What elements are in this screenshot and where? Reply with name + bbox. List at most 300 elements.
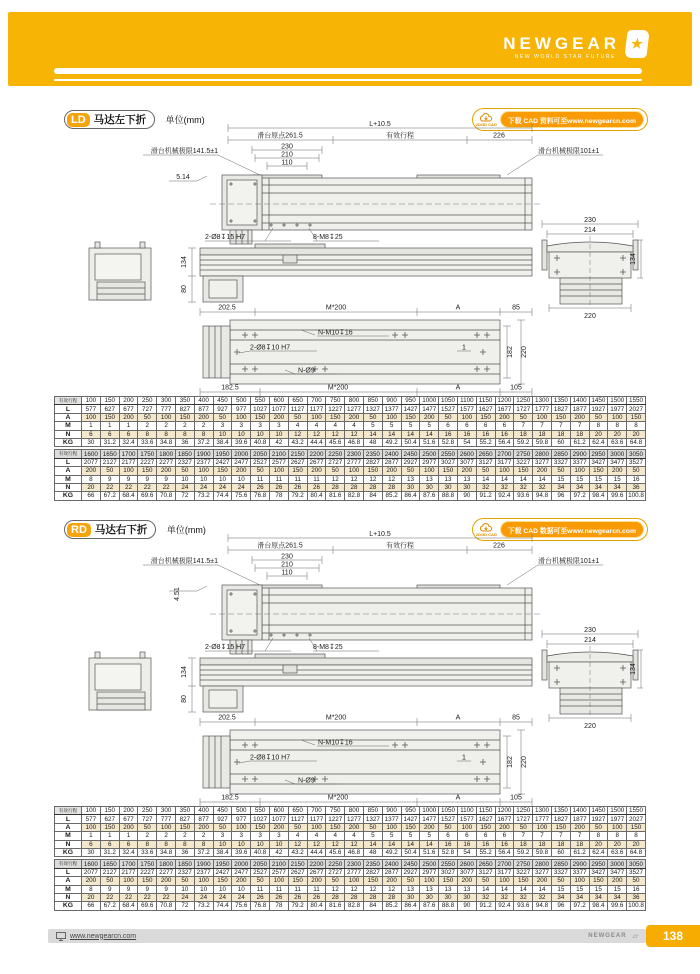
value-cell: 1 bbox=[82, 422, 101, 430]
value-cell: 200 bbox=[157, 467, 176, 475]
value-cell: 10 bbox=[175, 475, 194, 483]
value-cell: 50 bbox=[100, 877, 119, 885]
value-cell: 977 bbox=[232, 815, 251, 823]
value-cell: 777 bbox=[157, 815, 176, 823]
value-cell: 2727 bbox=[326, 458, 345, 466]
cad-icon-label: 2D/3D CAD bbox=[475, 531, 497, 537]
value-cell: 16 bbox=[439, 840, 458, 848]
stroke-header-cell: 400 bbox=[194, 807, 213, 815]
value-cell: 54 bbox=[457, 438, 476, 446]
value-cell: 2227 bbox=[138, 868, 157, 876]
end-w-inner-label: 214 bbox=[584, 637, 596, 644]
value-cell: 1927 bbox=[589, 405, 608, 413]
value-cell: 50 bbox=[288, 823, 307, 831]
stroke-header-cell: 2600 bbox=[457, 860, 476, 868]
value-cell: 14 bbox=[420, 430, 439, 438]
stroke-header-cell: 2400 bbox=[382, 450, 401, 458]
value-cell: 39.6 bbox=[232, 438, 251, 446]
value-cell: 2877 bbox=[382, 458, 401, 466]
value-cell: 150 bbox=[627, 823, 646, 831]
stroke-header-cell: 1000 bbox=[420, 807, 439, 815]
value-cell: 2077 bbox=[82, 458, 101, 466]
value-cell: 15 bbox=[608, 885, 627, 893]
value-cell: 100 bbox=[533, 413, 552, 421]
end-view bbox=[542, 646, 638, 716]
value-cell: 6 bbox=[100, 430, 119, 438]
value-cell: 59.8 bbox=[533, 438, 552, 446]
value-cell: 200 bbox=[345, 823, 364, 831]
value-cell: 2777 bbox=[345, 868, 364, 876]
value-cell: 50 bbox=[175, 467, 194, 475]
value-cell: 2027 bbox=[627, 405, 646, 413]
value-cell: 1677 bbox=[495, 405, 514, 413]
value-cell: 927 bbox=[213, 815, 232, 823]
stroke-header-cell: 2300 bbox=[345, 860, 364, 868]
value-cell: 98.4 bbox=[589, 902, 608, 910]
value-cell: 14 bbox=[382, 840, 401, 848]
value-cell: 28 bbox=[345, 483, 364, 491]
stroke-header-cell: 1400 bbox=[570, 397, 589, 405]
row-label-cell: N bbox=[55, 840, 82, 848]
value-cell: 78 bbox=[269, 492, 288, 500]
value-cell: 150 bbox=[213, 467, 232, 475]
value-cell: 49.2 bbox=[382, 848, 401, 856]
dim-overall-label: L+10.5 bbox=[369, 121, 391, 128]
stroke-header-cell: 2450 bbox=[401, 860, 420, 868]
bot-holes-c-label: N-Ø9 bbox=[298, 367, 315, 375]
stroke-header-cell: 1550 bbox=[627, 807, 646, 815]
value-cell: 50 bbox=[251, 877, 270, 885]
value-cell: 4 bbox=[288, 422, 307, 430]
value-cell: 3027 bbox=[439, 868, 458, 876]
stroke-header-cell: 500 bbox=[232, 807, 251, 815]
value-cell: 1727 bbox=[514, 815, 533, 823]
value-cell: 34 bbox=[570, 483, 589, 491]
stroke-header-cell: 100 bbox=[82, 397, 101, 405]
bot-offset-label: 1 bbox=[462, 754, 466, 762]
value-cell: 28 bbox=[326, 893, 345, 901]
dim-origin-label: 滑台原点261.5 bbox=[257, 542, 303, 550]
value-cell: 3227 bbox=[514, 458, 533, 466]
page-number-tab: 138 bbox=[646, 925, 700, 947]
table-row bbox=[55, 877, 646, 885]
value-cell: 100 bbox=[495, 877, 514, 885]
value-cell: 62.4 bbox=[589, 848, 608, 856]
value-cell: 12 bbox=[382, 475, 401, 483]
value-cell: 50 bbox=[439, 823, 458, 831]
value-cell: 28 bbox=[345, 893, 364, 901]
value-cell: 2327 bbox=[175, 868, 194, 876]
value-cell: 1 bbox=[119, 832, 138, 840]
value-cell: 42 bbox=[269, 848, 288, 856]
stroke-header-cell: 2850 bbox=[551, 860, 570, 868]
value-cell: 1277 bbox=[345, 815, 364, 823]
value-cell: 677 bbox=[119, 405, 138, 413]
top-holes-b-label: 8-M8↧25 bbox=[313, 644, 343, 651]
value-cell: 64.8 bbox=[627, 438, 646, 446]
table-row bbox=[55, 405, 646, 413]
stroke-header-cell: 1850 bbox=[175, 450, 194, 458]
value-cell: 93.6 bbox=[514, 902, 533, 910]
stroke-header-cell: 450 bbox=[213, 397, 232, 405]
value-cell: 3077 bbox=[457, 868, 476, 876]
value-cell: 2827 bbox=[363, 868, 382, 876]
value-cell: 4 bbox=[345, 832, 364, 840]
value-cell: 60 bbox=[551, 848, 570, 856]
catalog-section bbox=[0, 514, 700, 924]
value-cell: 150 bbox=[100, 413, 119, 421]
value-cell: 16 bbox=[495, 840, 514, 848]
value-cell: 100 bbox=[119, 467, 138, 475]
value-cell: 2077 bbox=[82, 868, 101, 876]
section-code-badge: RD bbox=[67, 523, 91, 537]
stroke-header-cell: 2500 bbox=[420, 860, 439, 868]
stroke-header-stub: 有效行程 bbox=[55, 450, 82, 458]
value-cell: 1827 bbox=[551, 815, 570, 823]
value-cell: 2877 bbox=[382, 868, 401, 876]
stroke-header-cell: 1150 bbox=[476, 397, 495, 405]
value-cell: 10 bbox=[232, 475, 251, 483]
value-cell: 100 bbox=[307, 823, 326, 831]
value-cell: 100 bbox=[533, 823, 552, 831]
value-cell: 8 bbox=[608, 832, 627, 840]
value-cell: 11 bbox=[269, 885, 288, 893]
value-cell: 6 bbox=[457, 422, 476, 430]
page-header bbox=[8, 12, 692, 86]
value-cell: 1877 bbox=[570, 815, 589, 823]
row-label-cell: L bbox=[55, 815, 82, 823]
value-cell: 2 bbox=[175, 422, 194, 430]
value-cell: 30 bbox=[82, 438, 101, 446]
value-cell: 3 bbox=[213, 832, 232, 840]
value-cell: 61.2 bbox=[570, 438, 589, 446]
value-cell: 3127 bbox=[476, 868, 495, 876]
value-cell: 2227 bbox=[138, 458, 157, 466]
value-cell: 76.8 bbox=[251, 492, 270, 500]
value-cell: 12 bbox=[363, 885, 382, 893]
value-cell: 30 bbox=[420, 893, 439, 901]
value-cell: 50 bbox=[514, 413, 533, 421]
stroke-header-cell: 650 bbox=[288, 807, 307, 815]
value-cell: 22 bbox=[119, 483, 138, 491]
value-cell: 50 bbox=[251, 467, 270, 475]
stroke-table-1600-3050 bbox=[54, 449, 646, 500]
pitch-top-0: 202.5 bbox=[218, 304, 236, 312]
value-cell: 10 bbox=[269, 840, 288, 848]
value-cell: 1077 bbox=[269, 815, 288, 823]
value-cell: 12 bbox=[326, 430, 345, 438]
value-cell: 6 bbox=[476, 832, 495, 840]
value-cell: 24 bbox=[213, 483, 232, 491]
dim-stroke-label: 有效行程 bbox=[386, 132, 414, 140]
stroke-header-cell: 700 bbox=[307, 397, 326, 405]
value-cell: 16 bbox=[457, 840, 476, 848]
stroke-header-cell: 300 bbox=[157, 807, 176, 815]
row-label-cell: L bbox=[55, 405, 82, 413]
value-cell: 64.8 bbox=[627, 848, 646, 856]
value-cell: 84 bbox=[363, 492, 382, 500]
end-view bbox=[542, 236, 638, 306]
value-cell: 9 bbox=[100, 885, 119, 893]
stroke-header-cell: 250 bbox=[138, 397, 157, 405]
footer-logo-icon: ▱ bbox=[632, 933, 638, 940]
value-cell: 150 bbox=[476, 413, 495, 421]
value-cell: 7 bbox=[551, 422, 570, 430]
value-cell: 100 bbox=[157, 823, 176, 831]
value-cell: 79.2 bbox=[288, 492, 307, 500]
table-row bbox=[55, 413, 646, 421]
value-cell: 100 bbox=[457, 413, 476, 421]
plate-dim-label: 5.14 bbox=[176, 174, 190, 181]
value-cell: 577 bbox=[82, 815, 101, 823]
value-cell: 200 bbox=[194, 413, 213, 421]
stroke-header-cell: 2250 bbox=[326, 450, 345, 458]
value-cell: 4 bbox=[307, 832, 326, 840]
value-cell: 51.6 bbox=[420, 438, 439, 446]
value-cell: 38.4 bbox=[213, 438, 232, 446]
stroke-header-cell: 1650 bbox=[100, 860, 119, 868]
value-cell: 150 bbox=[589, 877, 608, 885]
value-cell: 3127 bbox=[476, 458, 495, 466]
value-cell: 43.2 bbox=[288, 848, 307, 856]
value-cell: 1777 bbox=[533, 405, 552, 413]
pitch-bottom-1: M*200 bbox=[327, 794, 349, 802]
value-cell: 4 bbox=[326, 832, 345, 840]
value-cell: 100 bbox=[570, 877, 589, 885]
value-cell: 2577 bbox=[269, 458, 288, 466]
bot-h1-label: 182 bbox=[507, 346, 514, 358]
value-cell: 3377 bbox=[570, 458, 589, 466]
value-cell: 32 bbox=[514, 893, 533, 901]
stroke-header-cell: 2800 bbox=[533, 450, 552, 458]
value-cell: 50 bbox=[551, 467, 570, 475]
stroke-header-cell: 1100 bbox=[457, 397, 476, 405]
value-cell: 61.2 bbox=[570, 848, 589, 856]
value-cell: 1227 bbox=[326, 405, 345, 413]
plate-dim-label: 4.51 bbox=[174, 587, 181, 601]
table-row bbox=[55, 467, 646, 475]
value-cell: 1 bbox=[100, 422, 119, 430]
value-cell: 56.4 bbox=[495, 848, 514, 856]
value-cell: 5 bbox=[401, 422, 420, 430]
value-cell: 22 bbox=[138, 893, 157, 901]
stroke-header-cell: 750 bbox=[326, 807, 345, 815]
value-cell: 2927 bbox=[401, 868, 420, 876]
stroke-header-cell: 2900 bbox=[570, 860, 589, 868]
cad-download-pill[interactable]: 下载 CAD 数据可至www.newgearcn.com bbox=[500, 521, 644, 538]
value-cell: 20 bbox=[589, 840, 608, 848]
value-cell: 31.2 bbox=[100, 438, 119, 446]
value-cell: 827 bbox=[175, 405, 194, 413]
stroke-header-stub: 有效行程 bbox=[55, 807, 82, 815]
stroke-header-cell: 550 bbox=[251, 807, 270, 815]
value-cell: 8 bbox=[589, 422, 608, 430]
dimension-tables bbox=[54, 806, 646, 913]
value-cell: 20 bbox=[608, 840, 627, 848]
value-cell: 24 bbox=[194, 483, 213, 491]
value-cell: 22 bbox=[157, 893, 176, 901]
value-cell: 51.6 bbox=[420, 848, 439, 856]
stroke-header-cell: 1050 bbox=[439, 397, 458, 405]
value-cell: 34.8 bbox=[157, 848, 176, 856]
value-cell: 33.6 bbox=[138, 438, 157, 446]
value-cell: 3177 bbox=[495, 868, 514, 876]
value-cell: 63.6 bbox=[608, 438, 627, 446]
brand-tagline: NEW WORLD STAR FUTURE bbox=[514, 54, 616, 60]
value-cell: 200 bbox=[495, 823, 514, 831]
value-cell: 14 bbox=[476, 475, 495, 483]
row-label-cell: KG bbox=[55, 902, 82, 910]
stroke-header-cell: 2100 bbox=[269, 860, 288, 868]
dimension-tables bbox=[54, 396, 646, 503]
value-cell: 26 bbox=[288, 483, 307, 491]
value-cell: 10 bbox=[232, 430, 251, 438]
stroke-header-cell: 600 bbox=[269, 397, 288, 405]
value-cell: 150 bbox=[251, 413, 270, 421]
left-limit-label: 滑台机械极限141.5±1 bbox=[150, 558, 218, 565]
value-cell: 100 bbox=[82, 413, 101, 421]
table-row bbox=[55, 422, 646, 430]
value-cell: 28 bbox=[363, 893, 382, 901]
stroke-table-1600-3050 bbox=[54, 859, 646, 910]
footer-url-link[interactable]: www.newgearcn.com bbox=[70, 932, 137, 940]
value-cell: 1327 bbox=[363, 815, 382, 823]
value-cell: 70.8 bbox=[157, 492, 176, 500]
top-holes-a-label: 2-Ø8↧15 H7 bbox=[205, 644, 246, 651]
stroke-header-cell: 2050 bbox=[251, 450, 270, 458]
value-cell: 1 bbox=[100, 832, 119, 840]
value-cell: 69.6 bbox=[138, 902, 157, 910]
value-cell: 24 bbox=[232, 483, 251, 491]
value-cell: 32.4 bbox=[119, 848, 138, 856]
value-cell: 8 bbox=[82, 885, 101, 893]
value-cell: 18 bbox=[533, 840, 552, 848]
value-cell: 2 bbox=[157, 422, 176, 430]
end-w-outer-label: 230 bbox=[584, 217, 596, 224]
value-cell: 100 bbox=[345, 467, 364, 475]
value-cell: 34 bbox=[570, 893, 589, 901]
value-cell: 3327 bbox=[551, 458, 570, 466]
value-cell: 150 bbox=[514, 877, 533, 885]
value-cell: 100 bbox=[420, 877, 439, 885]
value-cell: 32 bbox=[476, 893, 495, 901]
stroke-header-cell: 2900 bbox=[570, 450, 589, 458]
stroke-header-cell: 2550 bbox=[439, 860, 458, 868]
value-cell: 50 bbox=[589, 823, 608, 831]
value-cell: 15 bbox=[551, 475, 570, 483]
value-cell: 30 bbox=[82, 848, 101, 856]
stroke-header-cell: 750 bbox=[326, 397, 345, 405]
value-cell: 93.6 bbox=[514, 492, 533, 500]
header-divider-thin bbox=[54, 79, 642, 81]
value-cell: 33.6 bbox=[138, 848, 157, 856]
value-cell: 50 bbox=[627, 877, 646, 885]
value-cell: 40.8 bbox=[251, 438, 270, 446]
value-cell: 100 bbox=[82, 823, 101, 831]
value-cell: 24 bbox=[175, 893, 194, 901]
header-divider-thick bbox=[54, 68, 642, 74]
cad-download-pill[interactable]: 下载 CAD 资料可至www.newgearcn.com bbox=[500, 111, 644, 128]
value-cell: 100.8 bbox=[628, 492, 644, 500]
value-cell: 26 bbox=[307, 483, 326, 491]
rail-height-label: 134 bbox=[181, 666, 188, 678]
value-cell: 67.2 bbox=[100, 492, 119, 500]
value-cell: 50 bbox=[363, 413, 382, 421]
value-cell: 28 bbox=[363, 483, 382, 491]
value-cell: 5 bbox=[420, 832, 439, 840]
value-cell: 200 bbox=[570, 823, 589, 831]
stroke-header-cell: 500 bbox=[232, 397, 251, 405]
value-cell: 150 bbox=[476, 823, 495, 831]
table-row bbox=[55, 430, 646, 438]
value-cell: 55.2 bbox=[476, 848, 495, 856]
value-cell: 3427 bbox=[589, 458, 608, 466]
left-limit-label: 滑台机械极限141.5±1 bbox=[150, 148, 218, 155]
value-cell: 6 bbox=[100, 840, 119, 848]
stroke-header-cell: 2750 bbox=[514, 860, 533, 868]
rail-height-label: 134 bbox=[181, 256, 188, 268]
value-cell: 727 bbox=[138, 405, 157, 413]
value-cell: 100 bbox=[382, 413, 401, 421]
value-cell: 13 bbox=[420, 475, 439, 483]
dim-end-offset-label: 226 bbox=[493, 542, 505, 550]
stroke-header-cell: 650 bbox=[288, 397, 307, 405]
value-cell: 3 bbox=[269, 422, 288, 430]
value-cell: 927 bbox=[213, 405, 232, 413]
value-cell: 50 bbox=[627, 467, 646, 475]
value-cell: 18 bbox=[570, 430, 589, 438]
value-cell: 18 bbox=[551, 840, 570, 848]
table-row bbox=[55, 483, 646, 491]
table-row bbox=[55, 815, 646, 823]
value-cell: 50 bbox=[401, 877, 420, 885]
section-title: 马达右下折 bbox=[94, 524, 148, 536]
value-cell: 32 bbox=[476, 483, 495, 491]
stroke-header-cell: 2350 bbox=[363, 450, 382, 458]
value-cell: 2827 bbox=[363, 458, 382, 466]
value-cell: 13 bbox=[439, 475, 458, 483]
value-cell: 14 bbox=[533, 475, 552, 483]
dim-w3-label: 110 bbox=[281, 159, 293, 167]
pitch-bottom-3: 105 bbox=[510, 794, 522, 802]
stroke-header-cell: 300 bbox=[157, 397, 176, 405]
value-cell: 15 bbox=[608, 475, 627, 483]
value-cell: 1527 bbox=[439, 405, 458, 413]
value-cell: 11 bbox=[288, 475, 307, 483]
value-cell: 39.6 bbox=[232, 848, 251, 856]
value-cell: 96 bbox=[551, 902, 570, 910]
value-cell: 100 bbox=[382, 823, 401, 831]
technical-drawing bbox=[55, 528, 645, 812]
end-h-label: 134 bbox=[630, 253, 637, 265]
section-title: 马达左下折 bbox=[93, 114, 147, 126]
stroke-header-cell: 200 bbox=[119, 397, 138, 405]
bot-h2-label: 220 bbox=[521, 346, 528, 358]
value-cell: 30 bbox=[401, 483, 420, 491]
value-cell: 3 bbox=[213, 422, 232, 430]
value-cell: 20 bbox=[627, 430, 646, 438]
value-cell: 150 bbox=[175, 823, 194, 831]
value-cell: 13 bbox=[401, 885, 420, 893]
value-cell: 13 bbox=[420, 885, 439, 893]
stroke-header-cell: 150 bbox=[100, 807, 119, 815]
pitch-top-1: M*200 bbox=[325, 304, 347, 312]
value-cell: 22 bbox=[157, 483, 176, 491]
stroke-header-cell: 1500 bbox=[608, 397, 627, 405]
value-cell: 1627 bbox=[476, 405, 495, 413]
value-cell: 32 bbox=[533, 483, 552, 491]
value-cell: 727 bbox=[138, 815, 157, 823]
